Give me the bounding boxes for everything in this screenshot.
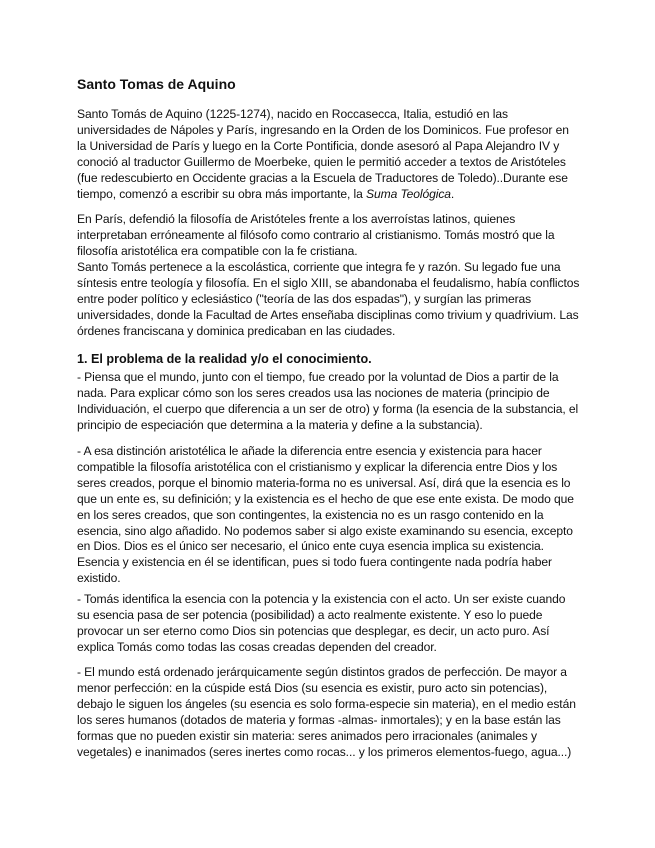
escolastica-paragraph: Santo Tomás pertenece a la escolástica, corriente que integra fe y razón. Su legado fue una síntesis entre teología y filosofía. En el siglo XIII, se abandonaba el feudalismo, había conflictos entre poder político y eclesiástico ("teoría de las dos espadas"), y surgían las primeras universidades, donde la Facultad de Artes enseñaba disciplinas como trivium y quadrivium. Las órdenes franciscana y dominica predicaban en las ciudades. <box>77 260 580 338</box>
work-title: Suma Teológica <box>366 186 451 201</box>
point-paragraph-4: - El mundo está ordenado jerárquicamente según distintos grados de perfección. De mayor a menor perfección: en la cúspide está Dios (su esencia es existir, puro acto sin potencias), debajo le siguen los ángeles (su esencia es solo forma-especie sin materia), en el medio están los seres humanos (dotados de materia y formas -almas- inmortales); y en la base están las formas que no pueden existir sin materia: seres animados pero irracionales (animales y vegetales) e inanimados (seres inertes como rocas... y los primeros elementos-fuego, agua...) <box>77 665 576 759</box>
section-heading: 1. El problema de la realidad y/o el conocimiento. <box>77 352 372 366</box>
point-paragraph-1: - Piensa que el mundo, junto con el tiempo, fue creado por la voluntad de Dios a partir de la nada. Para explicar cómo son los seres creados usa las nociones de materia (principio de Individuación, el cuerpo que diferencia a un ser de otro) y forma (la esencia de la substancia, el principio de especiación que determina a la materia y define a la substancia). <box>77 370 579 432</box>
document-title: Santo Tomas de Aquino <box>77 76 236 92</box>
intro-text: Santo Tomás de Aquino (1225-1274), nacido en Roccasecca, Italia, estudió en las universidades de Nápoles y París, ingresando en la Orden de los Dominicos. Fue profesor en la Universidad de París y luego en la Corte Pontificia, donde asesoró al Papa Alejandro IV y conoció al traductor Guillermo de Moerbeke, quien le permitió acceder a textos de Aristóteles (fue redescubierto en Occidente gracias a la Escuela de Traductores de Toledo)..Durante ese tiempo, comenzó a escribir su obra más importante, la <box>77 107 569 201</box>
intro-paragraph <box>77 107 580 202</box>
point-paragraph-2: - A esa distinción aristotélica le añade la diferencia entre esencia y existencia para hacer compatible la filosofía aristotélica con el cristianismo y explicar la diferencia entre Dios y los seres creados, porque el binomio materia-forma no es universal. Así, dirá que la esencia es lo que un ente es, su definición; y la existencia es el hecho de que ese ente exista. De modo que en los seres creados, que son contingentes, la existencia no es un rasgo contenido en la esencia, sino algo añadido. No podemos saber si algo existe examinando su esencia, excepto en Dios. Dios es el único ser necesario, el único ente cuya esencia implica su existencia. Esencia y existencia en él se identifican, pues si todo fuera contingente nada podría haber existido. <box>77 444 574 586</box>
intro-end: . <box>450 186 455 201</box>
point-paragraph-3: - Tomás identifica la esencia con la potencia y la existencia con el acto. Un ser existe cuando su esencia pasa de ser potencia (posibilidad) a acto realmente existente. Y eso lo puede provocar un ser eterno como Dios sin potencias que desplegar, es decir, un acto puro. Así explica Tomás como todas las cosas creadas dependen del creador. <box>77 592 566 654</box>
paris-paragraph: En París, defendió la filosofía de Aristóteles frente a los averroístas latinos, quienes interpretaban erróneamente al filósofo como contrario al cristianismo. Tomás mostró que la filosofía aristotélica era compatible con la fe cristiana. <box>77 212 555 258</box>
